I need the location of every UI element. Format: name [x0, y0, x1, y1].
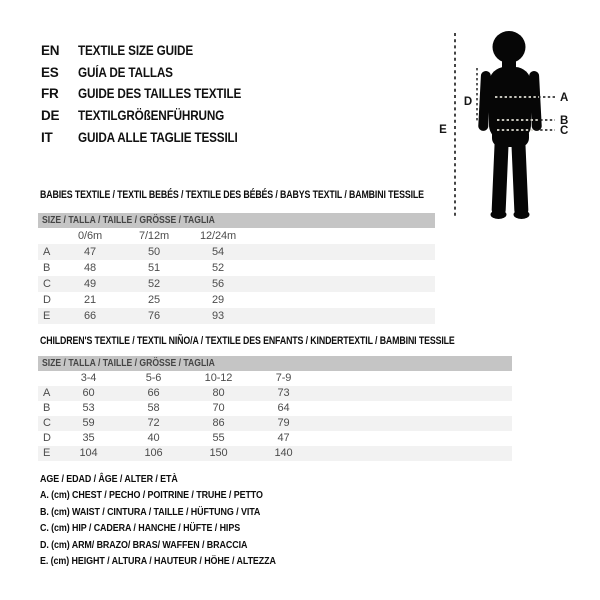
- corner-cell: [38, 228, 58, 244]
- cell: 106: [144, 447, 163, 459]
- language-row-fr: [41, 83, 266, 105]
- cell: 79: [277, 417, 290, 429]
- children-column-header-row: [38, 371, 512, 386]
- cell: 80: [212, 387, 225, 399]
- cell: 51: [147, 262, 161, 274]
- row-label: E: [43, 310, 51, 322]
- cell: 48: [83, 262, 97, 274]
- language-list: [41, 40, 266, 149]
- column-header: 7-9: [275, 372, 292, 384]
- children-size-header-bar: [38, 356, 512, 371]
- table-row-e: [38, 446, 512, 461]
- legend-waist-line: B. (cm) WAIST / CINTURA / TAILLE / HÜFTUNG / VITA: [40, 505, 261, 518]
- cell: 21: [83, 294, 97, 306]
- size-header-text: SIZE / TALLA / TAILLE / GRÖSSE / TAGLIA: [42, 214, 215, 226]
- table-row-c: [38, 276, 435, 292]
- corner-cell: [38, 371, 56, 386]
- row-label: B: [43, 262, 51, 274]
- cell: 86: [212, 417, 225, 429]
- cell: 55: [212, 432, 225, 444]
- language-title: TEXTILGRÖßENFÜHRUNG: [78, 108, 225, 124]
- row-label: C: [43, 417, 51, 429]
- label-e: E: [439, 124, 447, 136]
- babies-section-title-text: BABIES TEXTILE / TEXTIL BEBÉS / TEXTILE DES BÉBÉS / BABYS TEXTIL / BAMBINI TESSILE: [40, 189, 424, 201]
- language-title: GUIDA ALLE TAGLIE TESSILI: [78, 129, 238, 145]
- language-code: DE: [41, 108, 60, 124]
- cell: 72: [147, 417, 160, 429]
- cell: 64: [277, 402, 290, 414]
- label-a: A: [560, 92, 569, 104]
- cell: 140: [274, 447, 293, 459]
- column-header: 5-6: [145, 372, 162, 384]
- measurement-legend: [40, 471, 318, 569]
- language-row-it: [41, 127, 266, 149]
- column-header: 3-4: [80, 372, 97, 384]
- cell: 66: [147, 387, 160, 399]
- language-row-de: [41, 105, 266, 127]
- column-header: 0/6m: [77, 230, 103, 242]
- language-title: GUIDE DES TAILLES TEXTILE: [78, 86, 242, 102]
- table-row-d: [38, 292, 435, 308]
- children-section-title: [40, 335, 558, 347]
- language-code: FR: [41, 86, 59, 102]
- legend-chest-line: A. (cm) CHEST / PECHO / POITRINE / TRUHE / PETTO: [40, 489, 263, 502]
- cell: 50: [147, 246, 161, 258]
- cell: 66: [83, 310, 97, 322]
- label-c: C: [560, 125, 569, 137]
- column-header: 10-12: [204, 372, 233, 384]
- babies-column-header-row: [38, 228, 435, 244]
- table-row-b: [38, 401, 512, 416]
- language-row-es: [41, 62, 266, 84]
- legend-hip-line: C. (cm) HIP / CADERA / HANCHE / HÜFTE / HIPS: [40, 522, 241, 535]
- cell: 60: [82, 387, 95, 399]
- cell: 58: [147, 402, 160, 414]
- cell: 54: [211, 246, 225, 258]
- size-header-text: SIZE / TALLA / TAILLE / GRÖSSE / TAGLIA: [42, 357, 215, 369]
- row-label: A: [43, 246, 51, 258]
- cell: 35: [82, 432, 95, 444]
- language-row-en: [41, 40, 266, 62]
- cell: 47: [277, 432, 290, 444]
- language-title: GUÍA DE TALLAS: [78, 64, 173, 80]
- babies-size-header-bar: [38, 213, 435, 228]
- children-section-title-text: CHILDREN'S TEXTILE / TEXTIL NIÑO/A / TEXTILE DES ENFANTS / KINDERTEXTIL / BAMBINI TESSILE: [40, 335, 455, 347]
- cell: 49: [83, 278, 97, 290]
- children-size-table: [38, 356, 512, 461]
- cell: 53: [82, 402, 95, 414]
- language-code: ES: [41, 64, 59, 80]
- column-header: 7/12m: [138, 230, 170, 242]
- row-label: A: [43, 387, 51, 399]
- cell: 29: [211, 294, 225, 306]
- cell: 25: [147, 294, 161, 306]
- cell: 70: [212, 402, 225, 414]
- cell: 150: [209, 447, 228, 459]
- row-label: C: [43, 278, 51, 290]
- cell: 52: [147, 278, 161, 290]
- cell: 59: [82, 417, 95, 429]
- table-row-c: [38, 416, 512, 431]
- row-label: B: [43, 402, 51, 414]
- language-code: EN: [41, 43, 60, 58]
- column-header: 12/24m: [199, 230, 237, 242]
- cell: 76: [147, 310, 161, 322]
- legend-height-line: E. (cm) HEIGHT / ALTURA / HAUTEUR / HÖHE / ALTEZZA: [40, 555, 276, 568]
- table-row-e: [38, 308, 435, 324]
- babies-size-table: [38, 213, 435, 324]
- cell: 93: [211, 310, 225, 322]
- row-label: D: [43, 294, 51, 306]
- cell: 40: [147, 432, 160, 444]
- table-row-d: [38, 431, 512, 446]
- row-label: E: [43, 447, 51, 459]
- table-row-a: [38, 386, 512, 401]
- row-label: D: [43, 432, 51, 444]
- legend-age-line: AGE / EDAD / ÂGE / ALTER / ETÀ: [40, 473, 178, 485]
- language-code: IT: [41, 129, 53, 145]
- cell: 56: [211, 278, 225, 290]
- label-b: B: [560, 115, 569, 127]
- table-row-a: [38, 244, 435, 260]
- cell: 47: [83, 246, 97, 258]
- language-title: TEXTILE SIZE GUIDE: [78, 43, 193, 58]
- cell: 73: [277, 387, 290, 399]
- table-row-b: [38, 260, 435, 276]
- babies-section-title: [40, 189, 520, 201]
- legend-arm-line: D. (cm) ARM/ BRAZO/ BRAS/ WAFFEN / BRACCIA: [40, 538, 248, 551]
- label-d: D: [463, 96, 473, 108]
- cell: 104: [79, 447, 98, 459]
- cell: 52: [211, 262, 225, 274]
